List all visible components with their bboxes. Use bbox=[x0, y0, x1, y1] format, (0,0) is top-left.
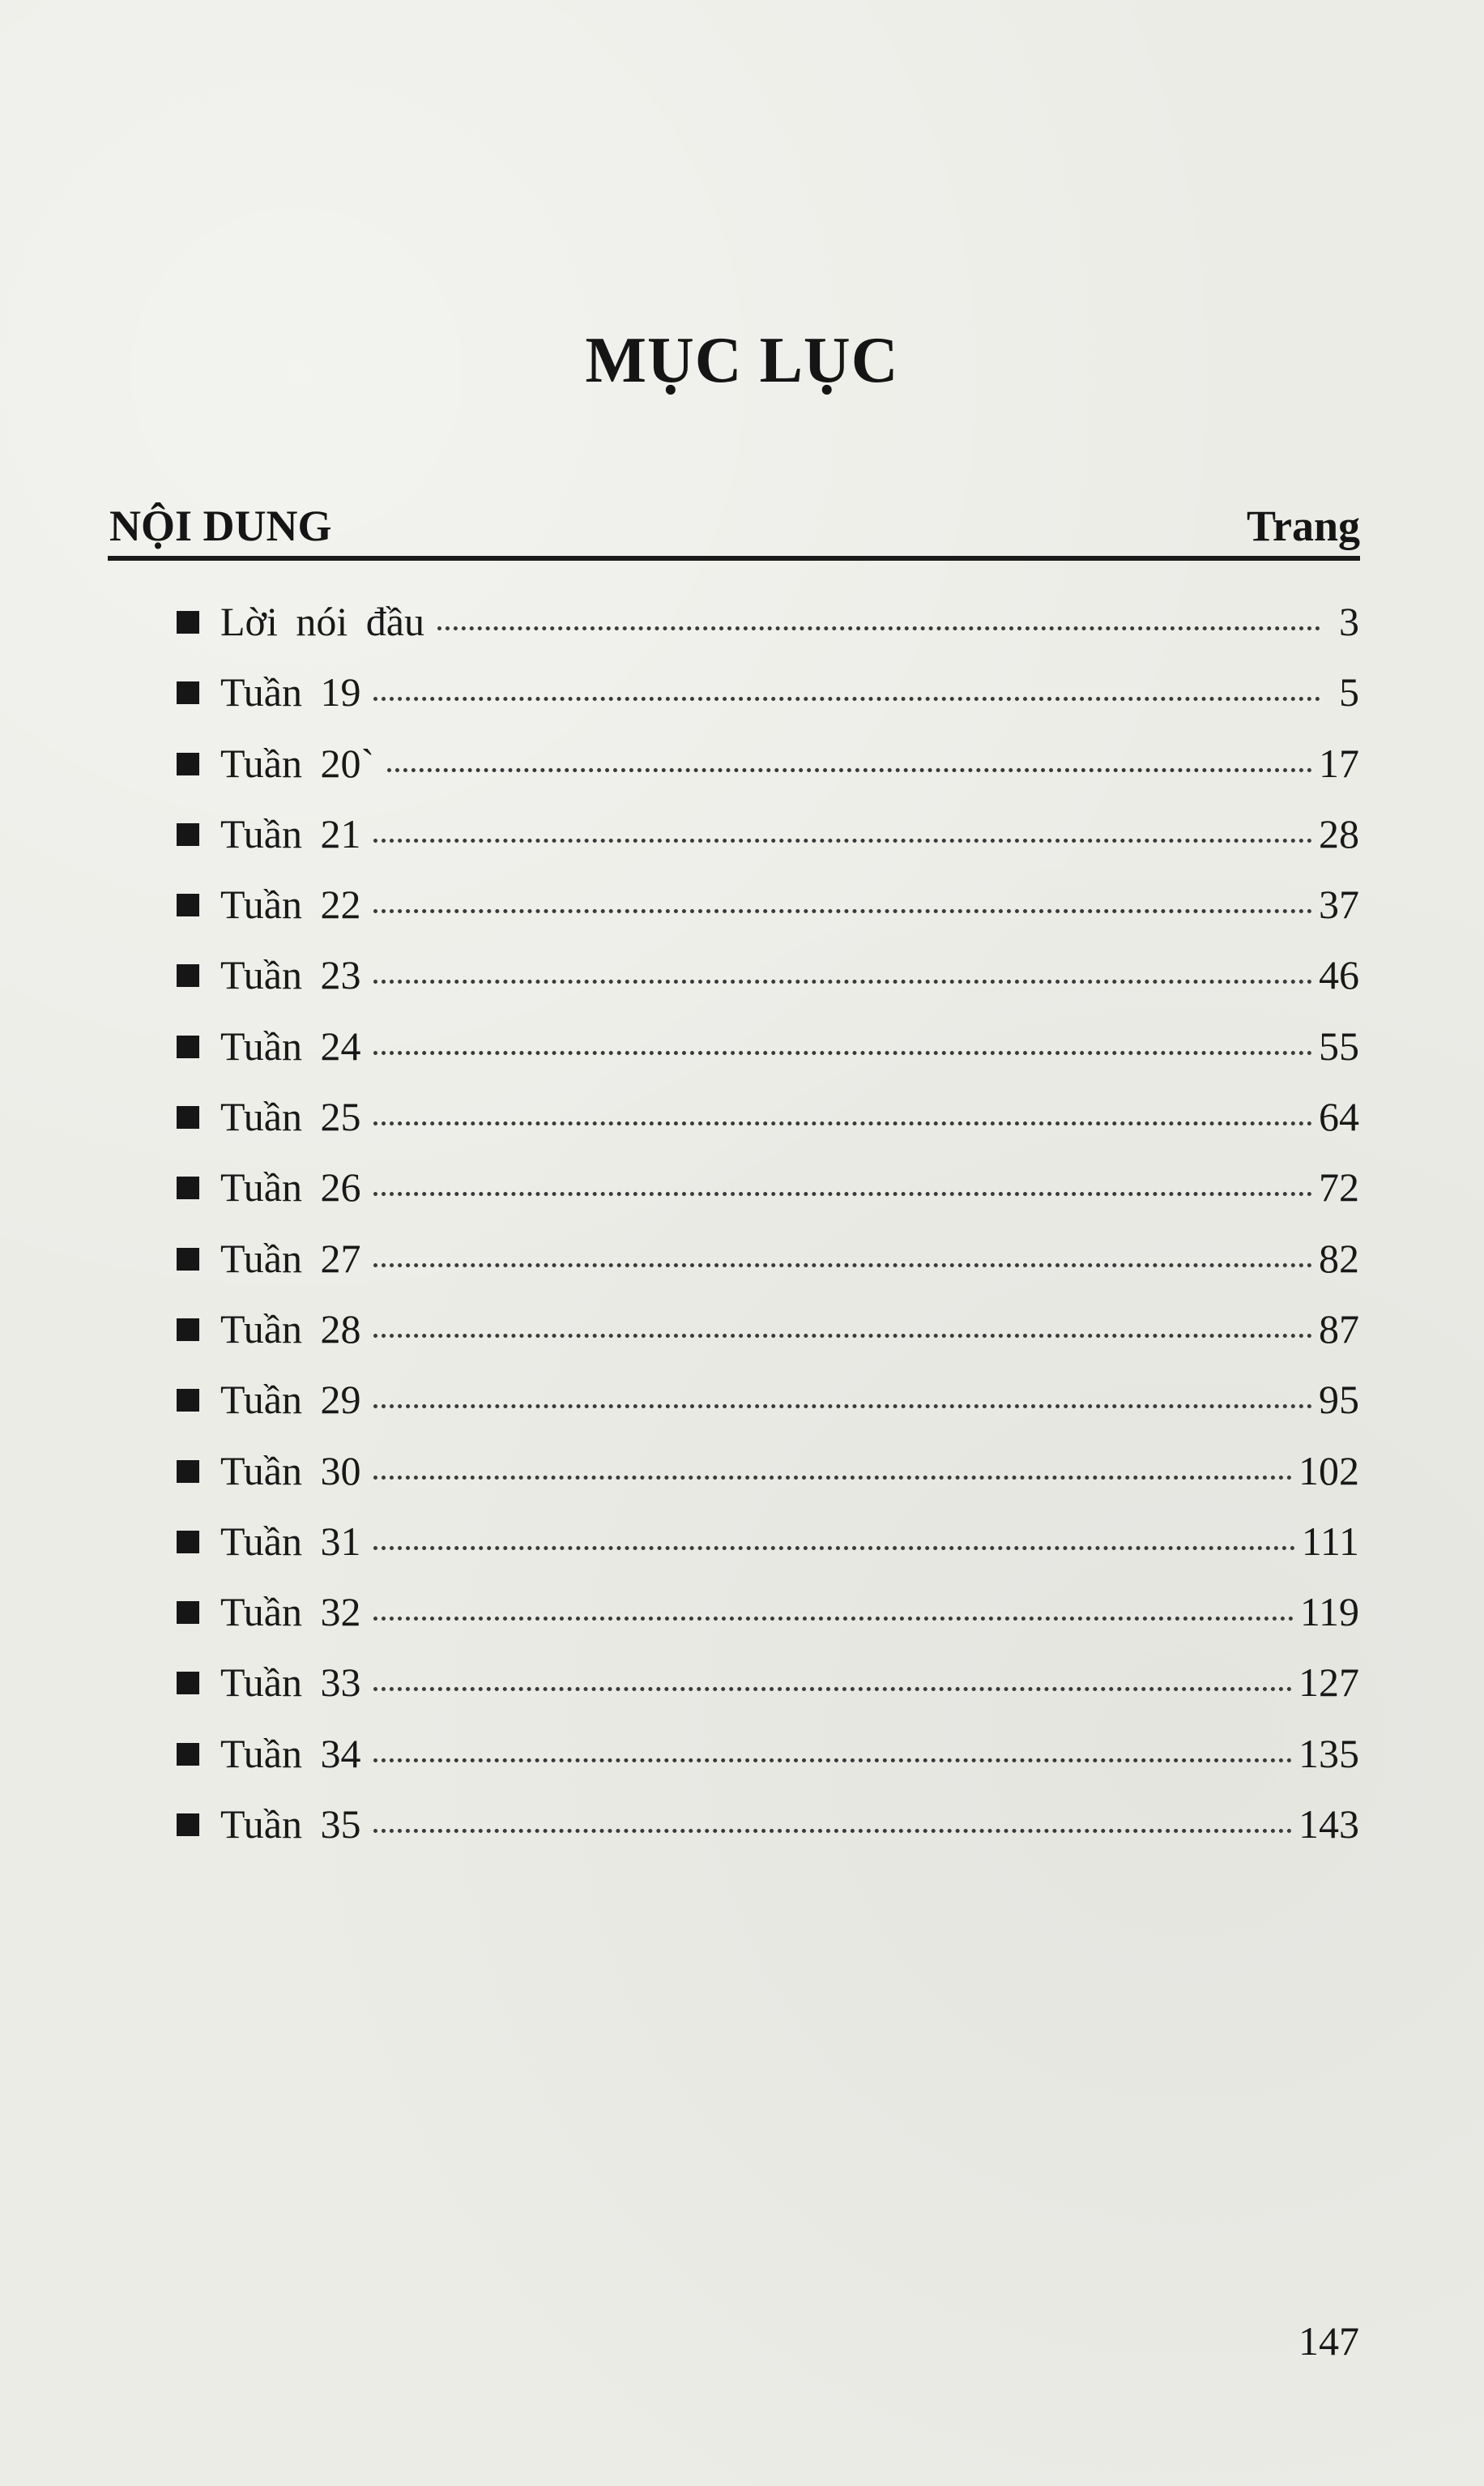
dot-leader bbox=[373, 839, 1312, 843]
square-bullet-icon bbox=[177, 1389, 199, 1412]
content-column-heading: NỘI DUNG bbox=[109, 502, 332, 550]
square-bullet-icon bbox=[177, 681, 199, 704]
dot-leader bbox=[373, 1263, 1312, 1267]
dot-leader bbox=[387, 768, 1312, 772]
square-bullet-icon bbox=[177, 1460, 199, 1483]
toc-entry-page: 64 bbox=[1319, 1094, 1359, 1140]
toc-entry-page: 3 bbox=[1339, 599, 1359, 644]
dot-leader bbox=[437, 626, 1320, 630]
square-bullet-icon bbox=[177, 1106, 199, 1129]
toc-entry-page: 5 bbox=[1339, 669, 1359, 715]
toc-entry-page: 82 bbox=[1319, 1235, 1359, 1281]
square-bullet-icon bbox=[177, 894, 199, 916]
dot-leader bbox=[373, 909, 1312, 913]
toc-entry-label: Tuần 25 bbox=[220, 1094, 361, 1140]
square-bullet-icon bbox=[177, 1601, 199, 1624]
dot-leader bbox=[373, 697, 1320, 701]
toc-entry bbox=[177, 1447, 1359, 1518]
page-number: 147 bbox=[1298, 2318, 1359, 2364]
square-bullet-icon bbox=[177, 1318, 199, 1341]
toc-entry-label: Tuần 28 bbox=[220, 1305, 361, 1352]
toc-entry bbox=[177, 598, 1359, 668]
dot-leader bbox=[373, 1334, 1312, 1338]
header-rule bbox=[108, 556, 1360, 561]
dot-leader bbox=[373, 1829, 1292, 1833]
dot-leader bbox=[373, 1121, 1312, 1126]
toc-entry bbox=[177, 1800, 1359, 1871]
toc-entry-label: Tuần 34 bbox=[220, 1730, 361, 1776]
square-bullet-icon bbox=[177, 1177, 199, 1199]
toc-entry-label: Tuần 22 bbox=[220, 882, 361, 928]
square-bullet-icon bbox=[177, 1248, 199, 1271]
toc-entry-page: 135 bbox=[1298, 1730, 1359, 1776]
toc-entry-label: Tuần 23 bbox=[220, 952, 361, 998]
dot-leader bbox=[373, 1546, 1294, 1550]
toc-entry bbox=[177, 1235, 1359, 1305]
toc-entry bbox=[177, 1305, 1359, 1376]
toc-entry-page: 17 bbox=[1319, 740, 1359, 786]
square-bullet-icon bbox=[177, 1813, 199, 1836]
toc-entry bbox=[177, 1093, 1359, 1164]
toc-entry bbox=[177, 1588, 1359, 1659]
toc-entry-page: 111 bbox=[1301, 1518, 1359, 1564]
toc-entry-page: 102 bbox=[1298, 1447, 1359, 1493]
square-bullet-icon bbox=[177, 1743, 199, 1766]
toc-entry bbox=[177, 1730, 1359, 1800]
toc-entry-page: 37 bbox=[1319, 882, 1359, 928]
toc-entry-label: Tuần 26 bbox=[220, 1164, 361, 1211]
toc-entry-label: Tuần 31 bbox=[220, 1518, 361, 1564]
toc-entry-page: 28 bbox=[1319, 810, 1359, 856]
toc-entry-label: Tuần 32 bbox=[220, 1589, 361, 1635]
toc-header bbox=[108, 496, 1360, 561]
toc-entry-page: 127 bbox=[1298, 1659, 1359, 1706]
toc-entry bbox=[177, 881, 1359, 951]
toc-entry-label: Tuần 19 bbox=[220, 669, 361, 715]
toc-entry-label: Tuần 27 bbox=[220, 1235, 361, 1281]
page-column-heading: Trang bbox=[1246, 502, 1360, 550]
toc-entry-page: 46 bbox=[1319, 952, 1359, 998]
dot-leader bbox=[373, 1051, 1312, 1055]
toc-entry-page: 95 bbox=[1319, 1377, 1359, 1423]
toc-entry-label: Tuần 20` bbox=[220, 740, 375, 786]
toc-entry bbox=[177, 1376, 1359, 1446]
square-bullet-icon bbox=[177, 1672, 199, 1694]
toc-entry-label: Tuần 21 bbox=[220, 810, 361, 856]
toc-entry-label: Tuần 29 bbox=[220, 1377, 361, 1423]
toc-entry bbox=[177, 1023, 1359, 1093]
page-title: MỤC LỤC bbox=[585, 325, 899, 396]
toc-entry-page: 87 bbox=[1319, 1305, 1359, 1352]
toc-entry-label: Tuần 33 bbox=[220, 1659, 361, 1706]
dot-leader bbox=[373, 1758, 1292, 1762]
square-bullet-icon bbox=[177, 753, 199, 775]
square-bullet-icon bbox=[177, 964, 199, 987]
toc-entry-label: Tuần 24 bbox=[220, 1023, 361, 1069]
toc-entry bbox=[177, 810, 1359, 881]
toc-entry-page: 55 bbox=[1319, 1023, 1359, 1069]
toc-entry bbox=[177, 668, 1359, 739]
dot-leader bbox=[373, 1476, 1292, 1480]
dot-leader bbox=[373, 1404, 1312, 1408]
square-bullet-icon bbox=[177, 611, 199, 634]
toc-entry bbox=[177, 1164, 1359, 1234]
toc-entry-page: 72 bbox=[1319, 1164, 1359, 1211]
toc-entry bbox=[177, 740, 1359, 810]
toc-list bbox=[177, 598, 1359, 1871]
square-bullet-icon bbox=[177, 1036, 199, 1058]
dot-leader bbox=[373, 980, 1312, 984]
toc-entry bbox=[177, 1518, 1359, 1588]
toc-entry-page: 143 bbox=[1298, 1801, 1359, 1847]
square-bullet-icon bbox=[177, 1531, 199, 1553]
toc-entry-label: Lời nói đầu bbox=[220, 599, 424, 644]
dot-leader bbox=[373, 1617, 1293, 1621]
toc-entry-label: Tuần 30 bbox=[220, 1447, 361, 1493]
dot-leader bbox=[373, 1687, 1292, 1691]
toc-entry-label: Tuần 35 bbox=[220, 1801, 361, 1847]
toc-entry bbox=[177, 951, 1359, 1022]
toc-entry-page: 119 bbox=[1299, 1589, 1359, 1635]
dot-leader bbox=[373, 1192, 1312, 1196]
square-bullet-icon bbox=[177, 823, 199, 846]
toc-entry bbox=[177, 1659, 1359, 1729]
